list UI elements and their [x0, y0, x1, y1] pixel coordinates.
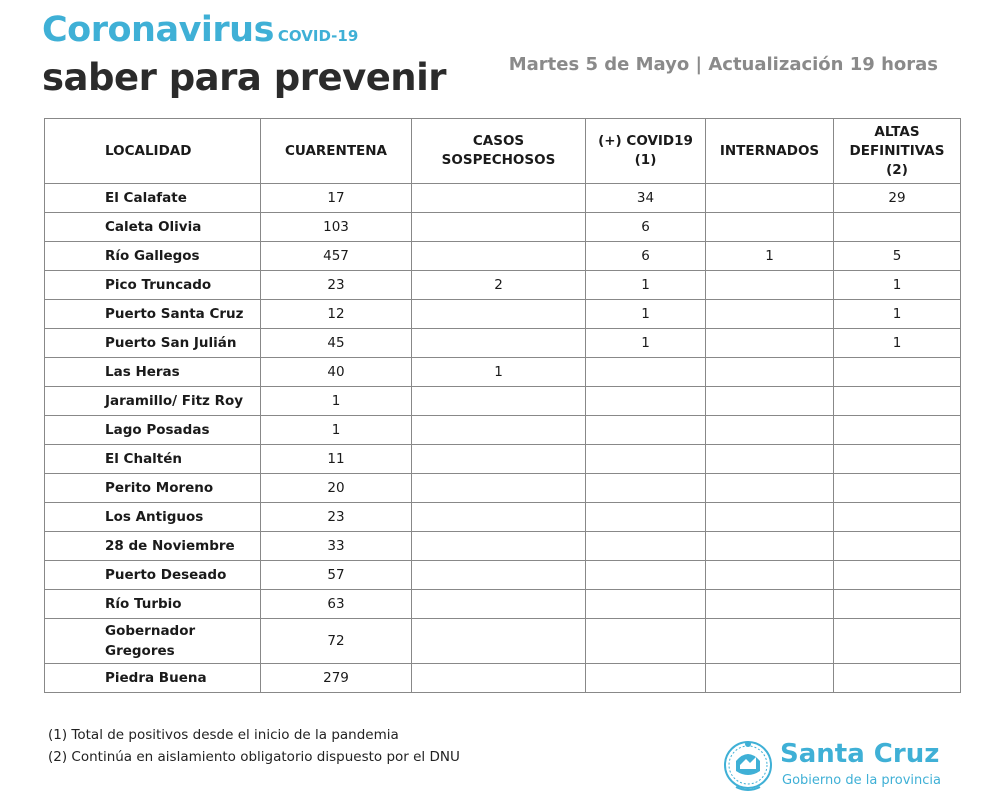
- cell-cuarentena: 63: [261, 590, 412, 619]
- cell-sospechosos: 1: [412, 358, 586, 387]
- table-row: [45, 242, 961, 271]
- header-covid-line2: (1): [634, 152, 657, 168]
- cell-localidad: Perito Moreno: [45, 474, 261, 503]
- table-row: [45, 213, 961, 242]
- cell-cuarentena: 12: [261, 300, 412, 329]
- table-row: [45, 532, 961, 561]
- cell-internados: [706, 503, 834, 532]
- cell-localidad: El Calafate: [45, 184, 261, 213]
- cell-covid: 6: [586, 213, 706, 242]
- cell-internados: [706, 619, 834, 664]
- cell-internados: [706, 300, 834, 329]
- cell-altas: [834, 358, 961, 387]
- cell-localidad: Puerto San Julián: [45, 329, 261, 358]
- header-cuarentena: [261, 119, 412, 184]
- cell-cuarentena: 103: [261, 213, 412, 242]
- cell-altas: [834, 213, 961, 242]
- cell-covid: [586, 590, 706, 619]
- brand-title: Coronavirus: [42, 10, 274, 50]
- cell-localidad: Río Turbio: [45, 590, 261, 619]
- cell-covid: [586, 503, 706, 532]
- table-row: [45, 358, 961, 387]
- cell-altas: 1: [834, 329, 961, 358]
- cell-altas: [834, 619, 961, 664]
- table-row: [45, 503, 961, 532]
- header-altas: [834, 119, 961, 184]
- cell-internados: [706, 664, 834, 693]
- cell-cuarentena: 17: [261, 184, 412, 213]
- table-row: [45, 416, 961, 445]
- header-sospechosos-line1: CASOS: [472, 133, 525, 149]
- cell-sospechosos: [412, 184, 586, 213]
- cell-sospechosos: [412, 664, 586, 693]
- cell-sospechosos: [412, 474, 586, 503]
- cell-internados: [706, 271, 834, 300]
- cell-altas: 1: [834, 300, 961, 329]
- header-altas-line1: ALTAS: [874, 123, 920, 140]
- cell-localidad: 28 de Noviembre: [45, 532, 261, 561]
- footnote-2: (2) Continúa en aislamiento obligatorio dispuesto por el DNU: [48, 749, 460, 765]
- cell-altas: [834, 664, 961, 693]
- cell-localidad: Los Antiguos: [45, 503, 261, 532]
- cell-sospechosos: [412, 329, 586, 358]
- cell-altas: 5: [834, 242, 961, 271]
- table-row: [45, 664, 961, 693]
- header-internados-label: INTERNADOS: [719, 142, 820, 159]
- cell-internados: 1: [706, 242, 834, 271]
- cell-internados: [706, 416, 834, 445]
- santa-cruz-logo: [722, 735, 952, 797]
- cell-cuarentena: 11: [261, 445, 412, 474]
- cell-altas: 1: [834, 271, 961, 300]
- covid-tag: COVID-19: [277, 27, 359, 45]
- header-localidad: [45, 119, 261, 184]
- cell-cuarentena: 40: [261, 358, 412, 387]
- cell-cuarentena: 23: [261, 503, 412, 532]
- cell-covid: [586, 416, 706, 445]
- cell-cuarentena: 1: [261, 387, 412, 416]
- table-row: [45, 300, 961, 329]
- table-row: [45, 474, 961, 503]
- cell-internados: [706, 590, 834, 619]
- cell-localidad: Puerto Deseado: [45, 561, 261, 590]
- cell-internados: [706, 445, 834, 474]
- cell-cuarentena: 1: [261, 416, 412, 445]
- cell-cuarentena: 279: [261, 664, 412, 693]
- cell-altas: [834, 503, 961, 532]
- cell-altas: 29: [834, 184, 961, 213]
- cell-altas: [834, 445, 961, 474]
- cell-altas: [834, 590, 961, 619]
- cell-sospechosos: [412, 387, 586, 416]
- cell-sospechosos: [412, 416, 586, 445]
- brand-subtitle: saber para prevenir: [42, 56, 447, 99]
- cell-localidad: Jaramillo/ Fitz Roy: [45, 387, 261, 416]
- brand-title-line: [42, 8, 446, 58]
- cell-localidad: Puerto Santa Cruz: [45, 300, 261, 329]
- table-header-row: [45, 119, 961, 184]
- logo-subtitle: Gobierno de la provincia: [782, 773, 941, 788]
- table-row: [45, 561, 961, 590]
- cell-localidad: Pico Truncado: [45, 271, 261, 300]
- table-row: [45, 445, 961, 474]
- cell-sospechosos: [412, 242, 586, 271]
- cell-localidad: Gobernador Gregores: [45, 619, 261, 664]
- header-localidad-label: LOCALIDAD: [105, 142, 192, 159]
- header-altas-line2: DEFINITIVAS (2): [849, 142, 945, 178]
- cases-table: [44, 118, 961, 693]
- cell-covid: 1: [586, 271, 706, 300]
- cell-sospechosos: [412, 590, 586, 619]
- cell-cuarentena: 20: [261, 474, 412, 503]
- cell-covid: [586, 561, 706, 590]
- cell-internados: [706, 213, 834, 242]
- cell-covid: [586, 358, 706, 387]
- cell-cuarentena: 23: [261, 271, 412, 300]
- cell-cuarentena: 33: [261, 532, 412, 561]
- cell-localidad: Río Gallegos: [45, 242, 261, 271]
- cell-covid: 6: [586, 242, 706, 271]
- table-row: [45, 387, 961, 416]
- cell-cuarentena: 457: [261, 242, 412, 271]
- cell-localidad: Caleta Olivia: [45, 213, 261, 242]
- header-cuarentena-label: CUARENTENA: [285, 142, 387, 159]
- cell-cuarentena: 45: [261, 329, 412, 358]
- cell-covid: [586, 445, 706, 474]
- header-internados: [706, 119, 834, 184]
- cell-covid: [586, 619, 706, 664]
- cell-altas: [834, 387, 961, 416]
- header-sospechosos-line2: SOSPECHOSOS: [441, 152, 556, 168]
- cell-altas: [834, 561, 961, 590]
- cell-localidad: Lago Posadas: [45, 416, 261, 445]
- cell-sospechosos: [412, 503, 586, 532]
- table-row: [45, 271, 961, 300]
- logo-name: Santa Cruz: [780, 739, 940, 769]
- footnote-1: (1) Total de positivos desde el inicio de la pandemia: [48, 727, 399, 743]
- cell-sospechosos: [412, 300, 586, 329]
- table-row: [45, 590, 961, 619]
- cell-localidad: Piedra Buena: [45, 664, 261, 693]
- cell-internados: [706, 532, 834, 561]
- footnotes: [48, 724, 460, 768]
- cell-sospechosos: [412, 532, 586, 561]
- cell-internados: [706, 329, 834, 358]
- cell-sospechosos: [412, 619, 586, 664]
- cell-covid: [586, 532, 706, 561]
- cell-internados: [706, 561, 834, 590]
- table-body: [45, 184, 961, 693]
- cell-sospechosos: [412, 213, 586, 242]
- cell-covid: 1: [586, 300, 706, 329]
- table-row: [45, 329, 961, 358]
- cell-localidad: Las Heras: [45, 358, 261, 387]
- cell-internados: [706, 358, 834, 387]
- cell-internados: [706, 184, 834, 213]
- header-covid: [586, 119, 706, 184]
- cell-covid: [586, 387, 706, 416]
- brand-header: [42, 8, 446, 98]
- cell-sospechosos: [412, 445, 586, 474]
- cell-internados: [706, 387, 834, 416]
- cell-cuarentena: 57: [261, 561, 412, 590]
- cell-covid: 1: [586, 329, 706, 358]
- update-date: Martes 5 de Mayo | Actualización 19 horas: [508, 54, 938, 75]
- cell-cuarentena: 72: [261, 619, 412, 664]
- cell-altas: [834, 474, 961, 503]
- cell-sospechosos: [412, 561, 586, 590]
- table-row: [45, 619, 961, 664]
- cell-sospechosos: 2: [412, 271, 586, 300]
- cell-covid: 34: [586, 184, 706, 213]
- cell-altas: [834, 532, 961, 561]
- cell-localidad: El Chaltén: [45, 445, 261, 474]
- table-row: [45, 184, 961, 213]
- cell-internados: [706, 474, 834, 503]
- header-covid-line1: (+) COVID19: [598, 133, 693, 149]
- header-sospechosos: [412, 119, 586, 184]
- provincial-seal-icon: [722, 735, 774, 797]
- cell-altas: [834, 416, 961, 445]
- cell-covid: [586, 664, 706, 693]
- cell-covid: [586, 474, 706, 503]
